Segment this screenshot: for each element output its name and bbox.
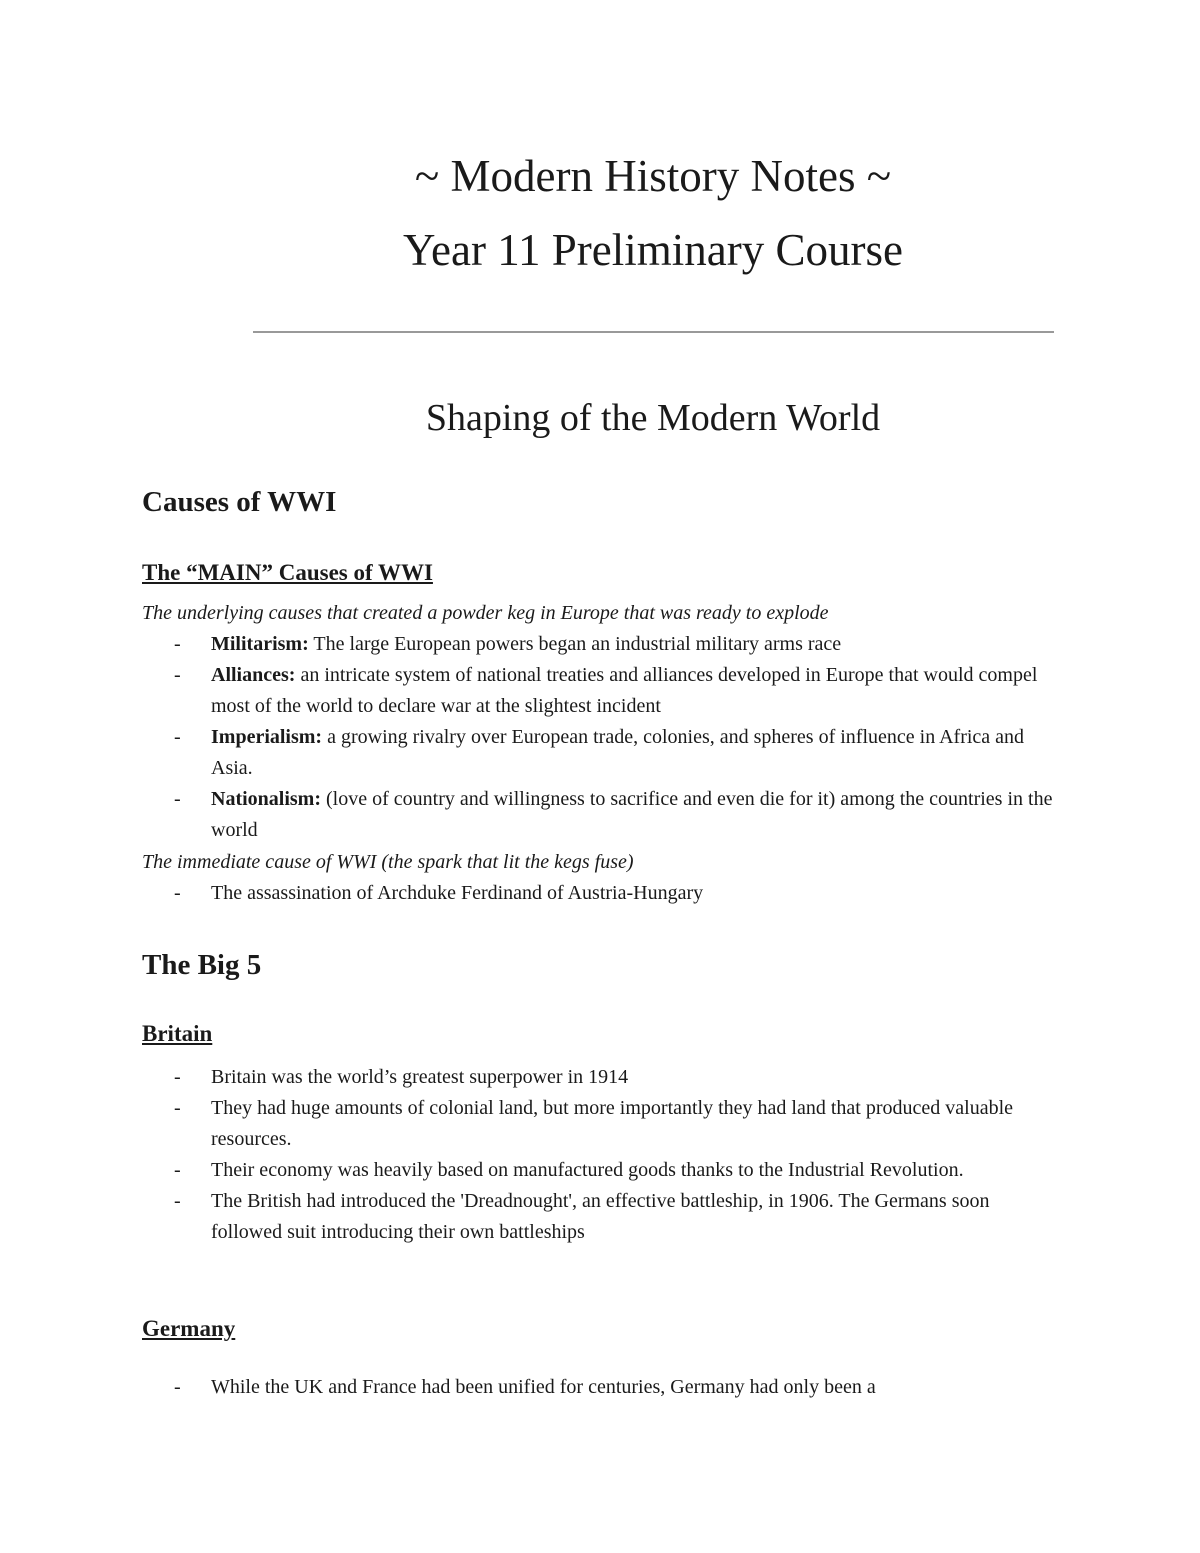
list-item	[142, 629, 1062, 660]
list-item-text: The large European powers began an industrial military arms race	[308, 633, 842, 655]
heading-causes-of-wwi: Causes of WWI	[142, 486, 337, 518]
underlying-causes-intro: The underlying causes that created a powder keg in Europe that was ready to explode	[142, 602, 829, 624]
list-item	[142, 878, 1062, 909]
list-item	[142, 1093, 1062, 1155]
immediate-cause-list	[142, 878, 1062, 909]
list-item-term: Alliances:	[211, 664, 296, 686]
list-item	[142, 722, 1062, 784]
main-causes-list	[142, 629, 1062, 846]
list-item-text: While the UK and France had been unified for centuries, Germany had only been a	[211, 1376, 876, 1398]
bullet-dash: -	[174, 1190, 181, 1212]
heading-germany: Germany	[142, 1316, 236, 1341]
bullet-dash: -	[174, 882, 181, 904]
list-item-text: They had huge amounts of colonial land, but more importantly they had land that produced valuable resources.	[211, 1097, 1014, 1150]
list-item-text: Their economy was heavily based on manufactured goods thanks to the Industrial Revolution.	[211, 1159, 964, 1181]
list-item	[142, 1155, 1062, 1186]
list-item-text: The British had introduced the 'Dreadnought', an effective battleship, in 1906. The Germans soon followed suit introducing their own battleships	[211, 1190, 990, 1243]
list-item-term: Nationalism:	[211, 788, 321, 810]
bullet-dash: -	[174, 664, 181, 686]
bullet-dash: -	[174, 726, 181, 748]
list-item	[142, 1372, 1062, 1403]
heading-big-5: The Big 5	[142, 949, 262, 981]
list-item-text: The assassination of Archduke Ferdinand of Austria-Hungary	[211, 882, 704, 904]
britain-list	[142, 1062, 1062, 1248]
list-item	[142, 1062, 1062, 1093]
list-item-text: Britain was the world’s greatest superpower in 1914	[211, 1066, 629, 1088]
bullet-dash: -	[174, 1159, 181, 1181]
germany-list	[142, 1372, 1062, 1403]
list-item	[142, 1186, 1062, 1248]
document-title: ~ Modern History Notes ~	[414, 151, 892, 201]
list-item-text: a growing rivalry over European trade, colonies, and spheres of influence in Africa and Asia.	[211, 726, 1025, 779]
list-item-text: (love of country and willingness to sacrifice and even die for it) among the countries in the world	[211, 788, 1053, 841]
bullet-dash: -	[174, 633, 181, 655]
list-item-term: Militarism:	[211, 633, 309, 655]
heading-britain: Britain	[142, 1021, 213, 1046]
list-item	[142, 660, 1062, 722]
bullet-dash: -	[174, 788, 181, 810]
immediate-cause-intro: The immediate cause of WWI (the spark that lit the kegs fuse)	[142, 851, 634, 873]
bullet-dash: -	[174, 1066, 181, 1088]
section-title: Shaping of the Modern World	[425, 397, 881, 439]
horizontal-rule	[253, 331, 1054, 333]
bullet-dash: -	[174, 1097, 181, 1119]
list-item-term: Imperialism:	[211, 726, 323, 748]
list-item-text: an intricate system of national treaties and alliances developed in Europe that would compel most of the world to declare war at the slightest incident	[211, 664, 1038, 717]
bullet-dash: -	[174, 1376, 181, 1398]
document-subtitle: Year 11 Preliminary Course	[403, 225, 903, 275]
heading-main-causes: The “MAIN” Causes of WWI	[142, 560, 433, 585]
list-item	[142, 784, 1062, 846]
